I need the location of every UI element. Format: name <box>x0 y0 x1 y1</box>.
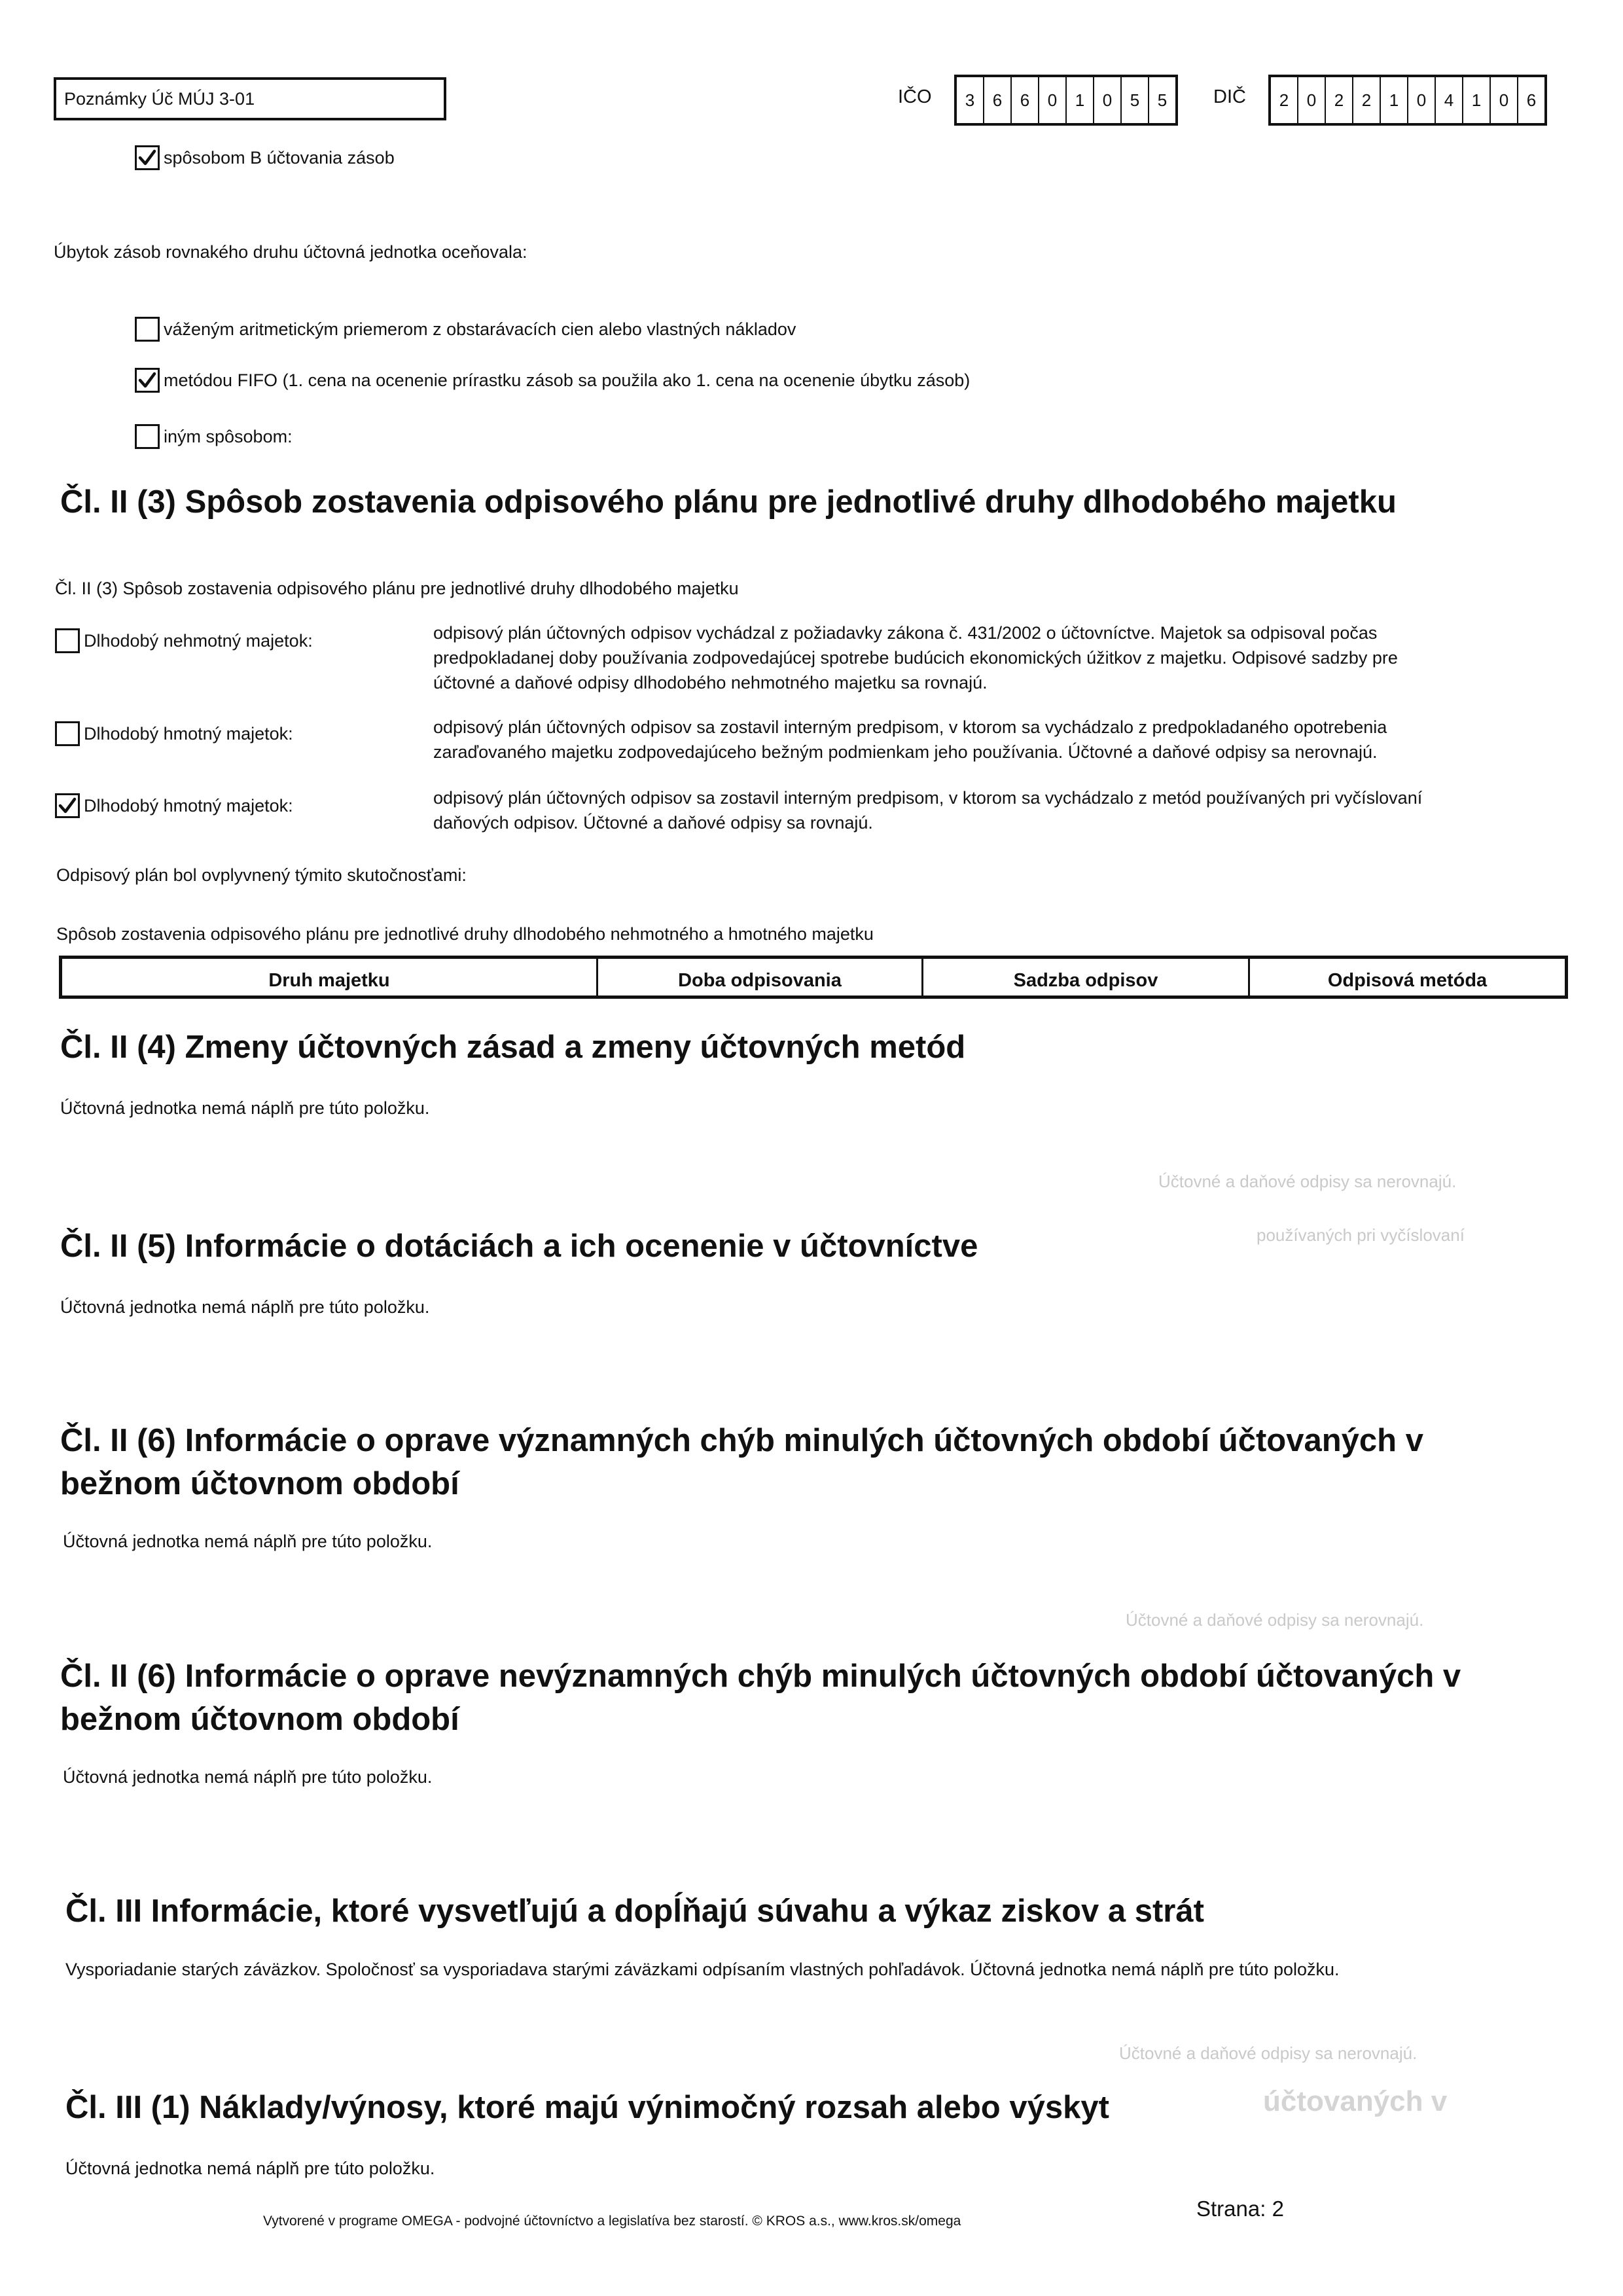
plan-influenced-label: Odpisový plán bol ovplyvnený týmito skutočnosťami: <box>56 865 467 885</box>
dic-digit: 0 <box>1491 77 1518 123</box>
plan-table-caption: Spôsob zostavenia odpisového plánu pre jednotlivé druhy dlhodobého nehmotného a hmotného majetku <box>56 924 874 944</box>
intangible-label: Dlhodobý nehmotný majetok: <box>84 630 313 651</box>
section-ii5-heading: Čl. II (5) Informácie o dotáciách a ich ocenenie v účtovníctve <box>60 1229 978 1264</box>
asset-intangible <box>55 628 313 653</box>
asset-tangible-2 <box>55 793 293 818</box>
checkmark-icon <box>137 148 157 168</box>
valuation-intro: Úbytok zásob rovnakého druhu účtovná jednotka oceňovala: <box>54 242 527 262</box>
valuation-option-other <box>135 424 293 449</box>
intangible-checkbox[interactable] <box>55 628 80 653</box>
tangible-2-description <box>433 785 1507 835</box>
ghost-text-3: Účtovné a daňové odpisy sa nerovnajú. <box>1126 1610 1424 1630</box>
tangible-2-line-2: daňových odpisov. Účtovné a daňové odpisy sa rovnajú. <box>433 813 873 833</box>
col-depreciation-period: Doba odpisovania <box>597 958 923 997</box>
weighted-average-label: váženým aritmetickým priemerom z obstarávacích cien alebo vlastných nákladov <box>164 319 796 339</box>
dic-digits <box>1268 75 1547 126</box>
dic-digit: 1 <box>1381 77 1408 123</box>
checkmark-icon <box>137 370 157 390</box>
section-iii-heading: Čl. III Informácie, ktoré vysvetľujú a dopĺňajú súvahu a výkaz ziskov a strát <box>65 1893 1204 1929</box>
dic-digit: 2 <box>1353 77 1381 123</box>
dic-label: DIČ <box>1213 86 1246 107</box>
dic-digit: 4 <box>1436 77 1463 123</box>
ghost-text-1: Účtovné a daňové odpisy sa nerovnajú. <box>1158 1172 1457 1191</box>
depreciation-plan-table <box>59 956 1568 999</box>
weighted-average-checkbox[interactable] <box>135 317 160 342</box>
ico-digit: 6 <box>984 77 1012 123</box>
ico-label: IČO <box>898 86 932 107</box>
section-ii6-significant-heading: Čl. II (6) Informácie o oprave významných chýb minulých účtovných období účtovaných v bežnom účtovnom období <box>60 1423 1423 1501</box>
dic-digit: 2 <box>1326 77 1353 123</box>
fifo-checkbox[interactable] <box>135 368 160 393</box>
section-ii4-text: Účtovná jednotka nemá náplň pre túto položku. <box>60 1098 430 1118</box>
dic-digit: 2 <box>1271 77 1298 123</box>
col-asset-type: Druh majetku <box>61 958 597 997</box>
tangible-2-line-1: odpisový plán účtovných odpisov sa zostavil interným predpisom, v ktorom sa vychádzalo z metód používaných pri vyčíslovaní <box>433 788 1423 808</box>
ico-digit: 5 <box>1122 77 1149 123</box>
ico-digit: 0 <box>1094 77 1122 123</box>
dic-digit: 1 <box>1463 77 1491 123</box>
tangible-2-checkbox[interactable] <box>55 793 80 818</box>
method-b-label: spôsobom B účtovania zásob <box>164 147 395 168</box>
ghost-text-4: Účtovné a daňové odpisy sa nerovnajú. <box>1119 2043 1418 2063</box>
section-ii3-heading: Čl. II (3) Spôsob zostavenia odpisového plánu pre jednotlivé druhy dlhodobého majetku <box>60 484 1397 520</box>
section-iii1-text: Účtovná jednotka nemá náplň pre túto položku. <box>65 2159 435 2178</box>
ghost-text-5: účtovaných v <box>1263 2085 1448 2117</box>
section-ii6-significant-text: Účtovná jednotka nemá náplň pre túto položku. <box>63 1532 433 1551</box>
valuation-option-fifo <box>135 368 970 393</box>
tangible-2-label: Dlhodobý hmotný majetok: <box>84 795 293 816</box>
col-depreciation-rate: Sadzba odpisov <box>923 958 1249 997</box>
ico-digit: 3 <box>957 77 984 123</box>
form-title: Poznámky Úč MÚJ 3-01 <box>64 89 255 109</box>
asset-tangible-1 <box>55 721 293 746</box>
section-ii4-heading: Čl. II (4) Zmeny účtovných zásad a zmeny účtovných metód <box>60 1030 966 1065</box>
col-depreciation-method: Odpisová metóda <box>1249 958 1567 997</box>
intangible-line-1: odpisový plán účtovných odpisov vychádzal z požiadavky zákona č. 431/2002 o účtovníctve. Majetok sa odpisoval počas <box>433 623 1378 643</box>
section-ii3-subheading: Čl. II (3) Spôsob zostavenia odpisového plánu pre jednotlivé druhy dlhodobého majetku <box>55 579 739 598</box>
dic-digit: 0 <box>1298 77 1326 123</box>
section-ii6-insignificant-text: Účtovná jednotka nemá náplň pre túto položku. <box>63 1767 433 1787</box>
footer-created-by: Vytvorené v programe OMEGA - podvojné účtovníctvo a legislatíva bez starostí. © KROS a.s., www.kros.sk/omega <box>263 2214 961 2229</box>
method-b-checkbox[interactable] <box>135 145 160 170</box>
ico-digits <box>954 75 1178 126</box>
table-header-row <box>61 958 1567 997</box>
intangible-line-3: účtovné a daňové odpisy dlhodobého nehmotného majetku sa rovnajú. <box>433 673 988 692</box>
ico-digit: 5 <box>1157 90 1168 110</box>
intangible-description <box>433 620 1507 695</box>
tangible-1-line-1: odpisový plán účtovných odpisov sa zostavil interným predpisom, v ktorom sa vychádzalo z predpokladaného opotrebenia <box>433 717 1387 737</box>
dic-digit: 6 <box>1526 90 1537 110</box>
other-method-label: iným spôsobom: <box>164 426 293 446</box>
tangible-1-line-2: zaraďovaného majetku zodpovedajúceho bežným podmienkam jeho používania. Účtovné a daňové odpisy sa nerovnajú. <box>433 742 1378 762</box>
valuation-option-weighted <box>135 317 796 342</box>
intangible-line-2: predpokladanej doby používania zodpovedajúcej spotrebe budúcich ekonomických úžitkov z majetku. Odpisové sadzby pre <box>433 648 1398 668</box>
ico-digit: 6 <box>1012 77 1039 123</box>
fifo-label: metódou FIFO (1. cena na ocenenie prírastku zásob sa použila ako 1. cena na ocenenie úbytku zásob) <box>164 370 971 390</box>
form-title-box <box>54 77 446 120</box>
other-method-checkbox[interactable] <box>135 424 160 449</box>
page-number: Strana: 2 <box>1196 2197 1284 2221</box>
tangible-1-description <box>433 715 1507 764</box>
tangible-1-label: Dlhodobý hmotný majetok: <box>84 723 293 744</box>
dic-digit: 0 <box>1408 77 1436 123</box>
section-iii-text: Vysporiadanie starých záväzkov. Spoločnosť sa vysporiadava starými záväzkami odpísaním vlastných pohľadávok. Účtovná jednotka nemá náplň pre túto položku. <box>65 1960 1340 1979</box>
ico-digit: 0 <box>1039 77 1067 123</box>
section-ii6-insignificant-heading: Čl. II (6) Informácie o oprave nevýznamných chýb minulých účtovných období účtovaných v bežnom účtovnom období <box>60 1659 1461 1737</box>
ghost-text-2: používaných pri vyčíslovaní <box>1257 1225 1465 1245</box>
section-iii1-heading: Čl. III (1) Náklady/výnosy, ktoré majú výnimočný rozsah alebo výskyt <box>65 2090 1109 2125</box>
section-ii5-text: Účtovná jednotka nemá náplň pre túto položku. <box>60 1297 430 1317</box>
checkmark-icon <box>58 796 77 816</box>
inventory-method-b <box>135 145 395 170</box>
tangible-1-checkbox[interactable] <box>55 721 80 746</box>
ico-digit: 1 <box>1067 77 1094 123</box>
